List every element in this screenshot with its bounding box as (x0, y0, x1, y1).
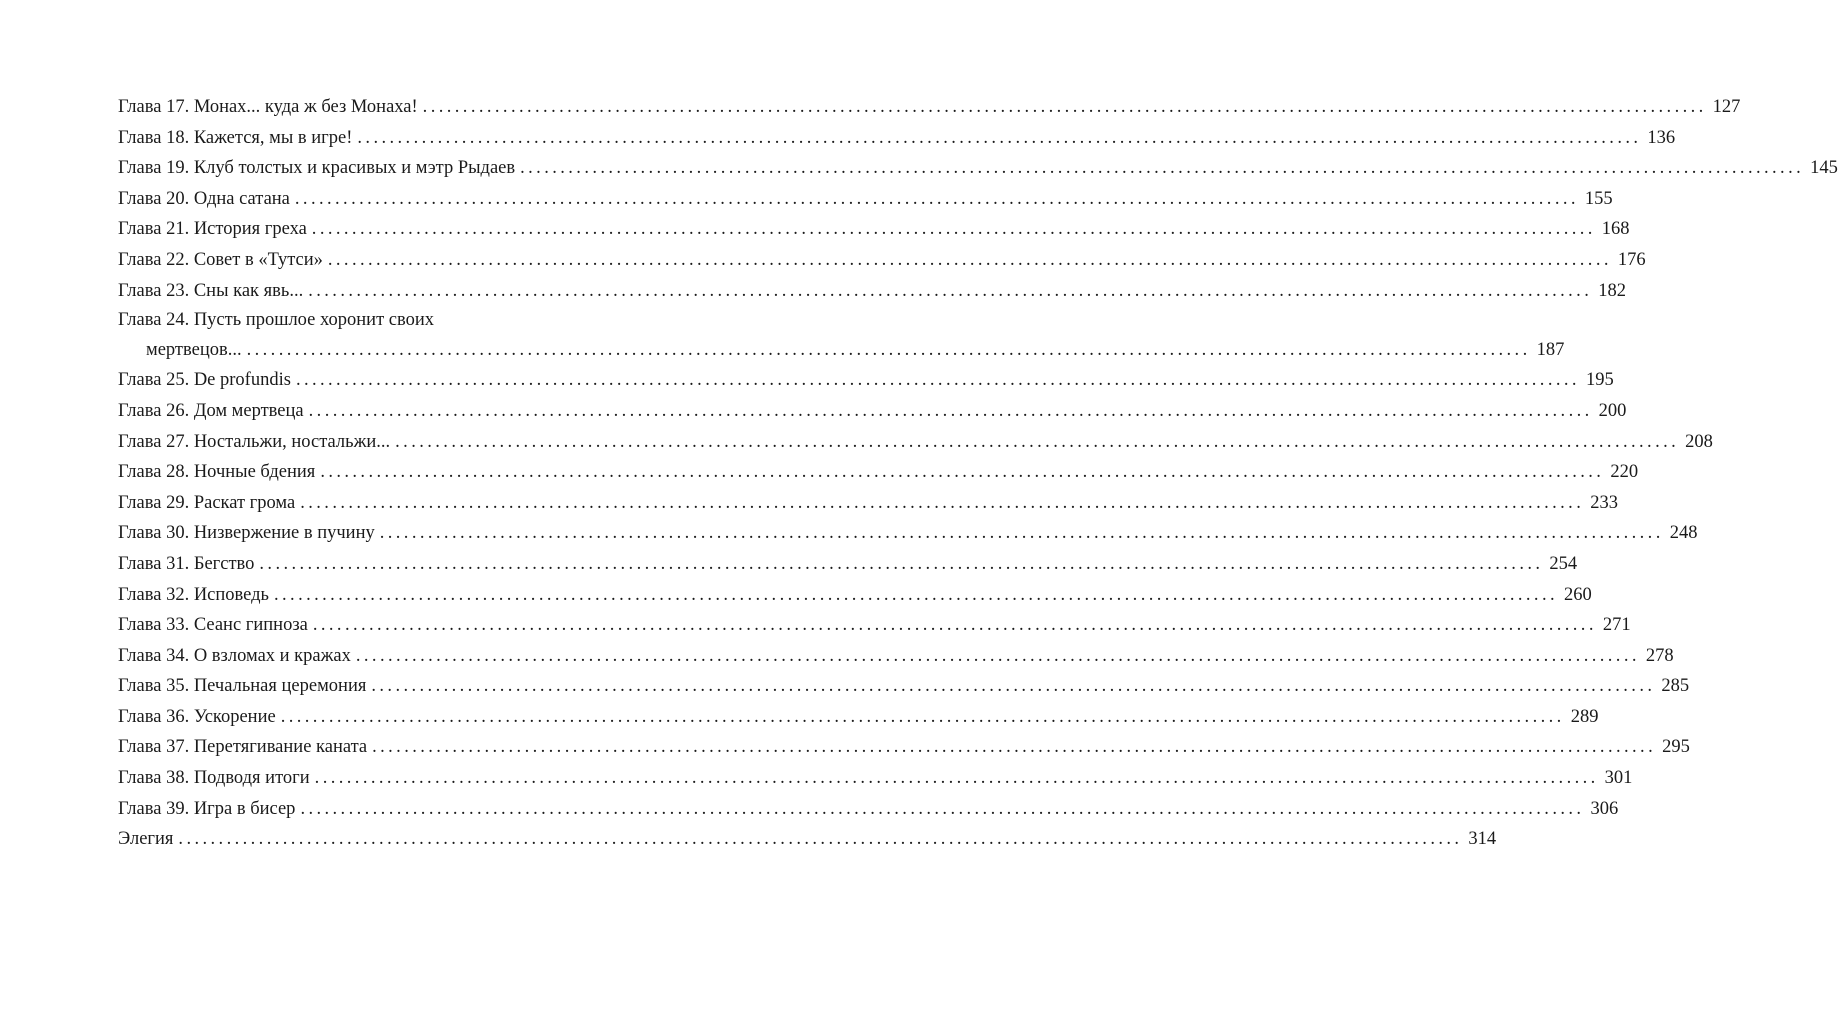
dot-leader: ................................................................................................................................................................ (327, 249, 1612, 270)
toc-entry-page-number: 248 (1669, 523, 1698, 544)
toc-entry (118, 641, 1674, 672)
toc-entry-page-number: 278 (1645, 645, 1674, 666)
toc-entry-title: Глава 22. Совет в «Тутси» (118, 249, 323, 270)
dot-leader: ................................................................................................................................................................ (300, 798, 1585, 819)
dot-leader: ................................................................................................................................................................ (294, 188, 1579, 209)
toc-entry-page-number: 195 (1585, 370, 1614, 391)
toc-entry (118, 365, 1614, 396)
toc-entry-title: Глава 18. Кажется, мы в игре! (118, 127, 353, 148)
toc-entry-page-number: 301 (1604, 768, 1633, 789)
dot-leader: ................................................................................................................................................................ (372, 737, 1657, 758)
table-of-contents (118, 92, 1838, 855)
toc-entry (118, 702, 1599, 733)
dot-leader: ................................................................................................................................................................ (246, 339, 1531, 360)
toc-entry (118, 396, 1627, 427)
toc-entry-page-number: 285 (1661, 676, 1690, 697)
dot-leader: ................................................................................................................................................................ (311, 219, 1596, 240)
dot-leader: ................................................................................................................................................................ (300, 492, 1585, 513)
dot-leader: ................................................................................................................................................................ (422, 97, 1707, 117)
dot-leader: ................................................................................................................................................................ (295, 370, 1580, 391)
toc-entry (118, 427, 1713, 458)
dot-leader: ................................................................................................................................................................ (280, 706, 1565, 727)
dot-leader: ................................................................................................................................................................ (308, 400, 1593, 421)
dot-leader: ................................................................................................................................................................ (379, 523, 1664, 544)
toc-entry (118, 92, 1741, 123)
toc-entry-title: Глава 26. Дом мертвеца (118, 400, 304, 421)
toc-entry-title: Глава 36. Ускорение (118, 706, 276, 727)
toc-entry-page-number: 200 (1598, 400, 1627, 421)
toc-entry (118, 153, 1838, 184)
dot-leader: ................................................................................................................................................................ (371, 676, 1656, 697)
toc-entry (118, 123, 1676, 154)
toc-entry-title: Глава 17. Монах... куда ж без Монаха! (118, 97, 418, 117)
toc-entry-title: Глава 30. Низвержение в пучину (118, 523, 375, 544)
toc-entry-title: Глава 39. Игра в бисер (118, 798, 296, 819)
toc-entry (118, 610, 1631, 641)
toc-entry-title: Глава 29. Раскат грома (118, 492, 296, 513)
toc-entry (118, 824, 1497, 855)
toc-entry-page-number: 295 (1662, 737, 1690, 758)
toc-entry-title: Элегия (118, 829, 174, 850)
toc-entry-title: Глава 21. История греха (118, 219, 307, 240)
toc-entry-page-number: 306 (1590, 798, 1619, 819)
toc-entry (118, 549, 1578, 580)
toc-entry-page-number: 187 (1536, 339, 1565, 360)
dot-leader: ................................................................................................................................................................ (314, 768, 1599, 789)
toc-entry (118, 184, 1613, 215)
toc-entry (118, 276, 1626, 307)
dot-leader: ................................................................................................................................................................ (357, 127, 1642, 148)
toc-entry-title: Глава 35. Печальная церемония (118, 676, 367, 697)
dot-leader: ................................................................................................................................................................ (274, 584, 1558, 605)
toc-entry (118, 245, 1646, 276)
toc-entry (118, 732, 1690, 763)
dot-leader: ................................................................................................................................................................ (308, 280, 1593, 301)
toc-entry (118, 763, 1633, 794)
dot-leader: ................................................................................................................................................................ (355, 645, 1640, 666)
toc-entry-page-number: 182 (1598, 280, 1626, 301)
toc-entry-page-number: 289 (1570, 706, 1599, 727)
dot-leader: ................................................................................................................................................................ (320, 462, 1605, 483)
toc-entry-page-number: 254 (1549, 553, 1578, 574)
toc-entry-page-number: 314 (1468, 829, 1497, 850)
toc-entry (118, 488, 1618, 519)
toc-entry-title: Глава 28. Ночные бдения (118, 462, 316, 483)
toc-entry-title: Глава 33. Сеанс гипноза (118, 615, 308, 636)
toc-entry-page-number: 176 (1617, 249, 1646, 270)
toc-entry-page-number: 168 (1601, 219, 1630, 240)
toc-entry (118, 518, 1698, 549)
toc-entry (118, 794, 1619, 825)
toc-entry (118, 457, 1639, 488)
toc-entry (118, 671, 1690, 702)
toc-entry-page-number: 271 (1602, 615, 1631, 636)
toc-entry-title: мертвецов... (146, 339, 242, 360)
toc-entry-title: Глава 24. Пусть прошлое хоронит своих (118, 310, 435, 331)
toc-entry (118, 580, 1592, 611)
toc-entry (118, 306, 690, 335)
toc-entry-title: Глава 34. О взломах и кражах (118, 645, 351, 666)
dot-leader: ................................................................................................................................................................ (395, 431, 1680, 452)
toc-entry (118, 335, 1565, 366)
toc-entry-title: Глава 38. Подводя итоги (118, 768, 310, 789)
toc-entry-page-number: 233 (1590, 492, 1618, 513)
dot-leader: ................................................................................................................................................................ (259, 553, 1544, 574)
toc-entry-page-number: 260 (1564, 584, 1592, 605)
toc-entry-title: Глава 19. Клуб толстых и красивых и мэтр Рыдаев (118, 158, 516, 179)
toc-entry-page-number: 136 (1647, 127, 1676, 148)
dot-leader: ................................................................................................................................................................ (312, 615, 1597, 636)
toc-entry-page-number: 208 (1685, 431, 1713, 452)
toc-entry-page-number: 145 (1810, 158, 1838, 179)
toc-entry-title: Глава 20. Одна сатана (118, 188, 290, 209)
toc-entry-page-number: 127 (1712, 97, 1741, 117)
dot-leader: ................................................................................................................................................................ (178, 829, 1463, 850)
dot-leader: ................................................................................................................................................................ (520, 158, 1805, 179)
toc-entry-title: Глава 32. Исповедь (118, 584, 269, 605)
toc-entry-title: Глава 25. De profundis (118, 370, 291, 391)
toc-entry (118, 214, 1630, 245)
toc-entry-page-number: 220 (1610, 462, 1639, 483)
toc-entry-title: Глава 37. Перетягивание каната (118, 737, 368, 758)
toc-entry-title: Глава 23. Сны как явь... (118, 280, 304, 301)
toc-entry-page-number: 155 (1584, 188, 1613, 209)
toc-entry-title: Глава 31. Бегство (118, 553, 255, 574)
toc-entry-title: Глава 27. Ностальжи, ностальжи... (118, 431, 391, 452)
